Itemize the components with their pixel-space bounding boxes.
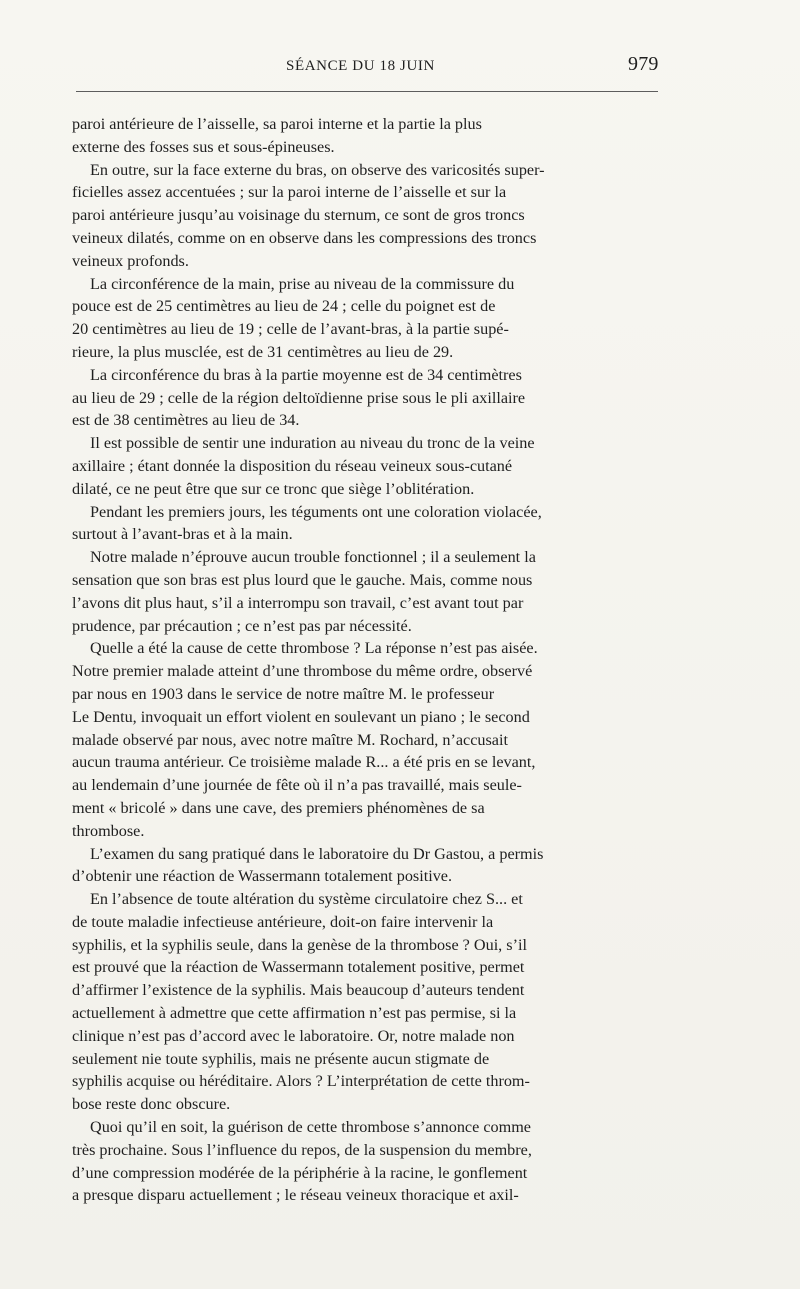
text-line: Quelle a été la cause de cette thrombose ? La réponse n’est pas aisée. (90, 639, 538, 658)
text-line: très prochaine. Sous l’influence du repos, de la suspension du membre, (72, 1140, 532, 1159)
text-line: ment « bricolé » dans une cave, des premiers phénomènes de sa (72, 798, 485, 817)
text-line: veineux dilatés, comme on en observe dans les compressions des troncs (72, 228, 537, 247)
text-line: d’obtenir une réaction de Wassermann totalement positive. (72, 867, 453, 886)
text-line: de toute maladie infectieuse antérieure, doit-on faire intervenir la (72, 912, 494, 931)
text-line: veineux profonds. (72, 251, 189, 270)
text-line: par nous en 1903 dans le service de notre maître M. le professeur (72, 684, 495, 703)
text-line: malade observé par nous, avec notre maître M. Rochard, n’accusait (72, 730, 508, 749)
text-line: axillaire ; étant donnée la disposition du réseau veineux sous-cutané (72, 456, 513, 475)
text-line: Le Dentu, invoquait un effort violent en soulevant un piano ; le second (72, 707, 530, 726)
text-line: est prouvé que la réaction de Wassermann totalement positive, permet (72, 958, 525, 977)
text-line: Notre malade n’éprouve aucun trouble fonctionnel ; il a seulement la (90, 548, 536, 567)
text-line: Pendant les premiers jours, les téguments ont une coloration violacée, (90, 502, 542, 521)
text-line: En l’absence de toute altération du système circulatoire chez S... et (90, 890, 523, 909)
page-header (0, 0, 800, 92)
text-line: externe des fosses sus et sous-épineuses. (72, 137, 335, 156)
text-line: au lieu de 29 ; celle de la région deltoïdienne prise sous le pli axillaire (72, 388, 526, 407)
text-line: syphilis, et la syphilis seule, dans la genèse de la thrombose ? Oui, s’il (72, 935, 527, 954)
text-line: 20 centimètres au lieu de 19 ; celle de l’avant-bras, à la partie supé- (72, 320, 509, 339)
text-line: seulement nie toute syphilis, mais ne présente aucun stigmate de (72, 1049, 490, 1068)
header-rule (76, 91, 658, 92)
text-line: prudence, par précaution ; ce n’est pas par nécessité. (72, 616, 412, 635)
text-line: a presque disparu actuellement ; le réseau veineux thoracique et axil- (72, 1186, 519, 1205)
text-line: Notre premier malade atteint d’une thrombose du même ordre, observé (72, 662, 533, 681)
text-line: actuellement à admettre que cette affirmation n’est pas permise, si la (72, 1004, 517, 1023)
text-line: L’examen du sang pratiqué dans le laboratoire du Dr Gastou, a permis (90, 844, 544, 863)
text-line: ficielles assez accentuées ; sur la paroi interne de l’aisselle et sur la (72, 183, 507, 202)
text-line: l’avons dit plus haut, s’il a interrompu son travail, c’est avant tout par (72, 593, 524, 612)
text-line: d’affirmer l’existence de la syphilis. Mais beaucoup d’auteurs tendent (72, 981, 525, 1000)
text-line: pouce est de 25 centimètres au lieu de 24 ; celle du poignet est de (72, 297, 496, 316)
page-number: 979 (628, 53, 659, 75)
text-line: est de 38 centimètres au lieu de 34. (72, 411, 300, 430)
text-line: au lendemain d’une journée de fête où il n’a pas travaillé, mais seule- (72, 776, 522, 795)
text-line: La circonférence du bras à la partie moyenne est de 34 centimètres (90, 365, 522, 384)
running-title: SÉANCE DU 18 JUIN (286, 58, 435, 74)
text-line: dilaté, ce ne peut être que sur ce tronc que siège l’oblitération. (72, 479, 475, 498)
text-line: sensation que son bras est plus lourd que le gauche. Mais, comme nous (72, 570, 533, 589)
text-line: Il est possible de sentir une induration au niveau du tronc de la veine (90, 434, 535, 453)
text-line: surtout à l’avant-bras et à la main. (72, 525, 293, 544)
text-line: Quoi qu’il en soit, la guérison de cette thrombose s’annonce comme (90, 1118, 531, 1137)
text-line: La circonférence de la main, prise au niveau de la commissure du (90, 274, 515, 293)
text-line: d’une compression modérée de la périphérie à la racine, le gonflement (72, 1163, 528, 1182)
text-line: syphilis acquise ou héréditaire. Alors ? L’interprétation de cette throm- (72, 1072, 530, 1091)
text-line: bose reste donc obscure. (72, 1095, 231, 1114)
text-line: thrombose. (72, 821, 145, 840)
text-line: aucun trauma antérieur. Ce troisième malade R... a été pris en se levant, (72, 753, 536, 772)
text-line: rieure, la plus musclée, est de 31 centimètres au lieu de 29. (72, 342, 454, 361)
document-body (72, 113, 670, 1207)
text-line: En outre, sur la face externe du bras, on observe des varicosités super- (90, 160, 545, 179)
text-line: paroi antérieure jusqu’au voisinage du sternum, ce sont de gros troncs (72, 206, 525, 225)
text-line: clinique n’est pas d’accord avec le laboratoire. Or, notre malade non (72, 1026, 515, 1045)
text-line: paroi antérieure de l’aisselle, sa paroi interne et la partie la plus (72, 115, 482, 133)
